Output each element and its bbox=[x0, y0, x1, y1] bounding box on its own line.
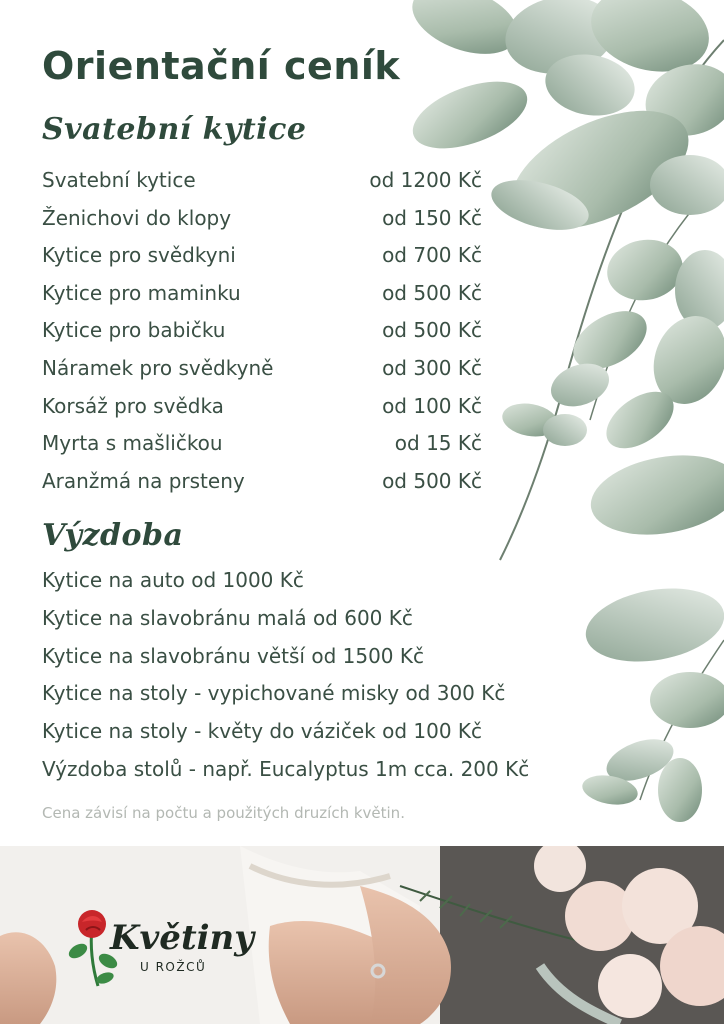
list-item bbox=[42, 469, 482, 507]
list-item bbox=[42, 281, 482, 319]
item-name: Kytice pro maminku bbox=[42, 280, 241, 305]
item-price: od 100 Kč bbox=[382, 393, 482, 418]
item-price: od 300 Kč bbox=[382, 355, 482, 380]
item-price: od 500 Kč bbox=[382, 468, 482, 493]
price-note: Cena závisí na počtu a použitých druzích květin. bbox=[42, 804, 405, 822]
list-item: Kytice na stoly - květy do váziček od 100 Kč bbox=[42, 719, 483, 744]
page-title: Orientační ceník bbox=[42, 44, 401, 88]
wedding-bouquets-heading: Svatební kytice bbox=[42, 112, 307, 147]
wedding-bouquets-price-list bbox=[42, 168, 482, 506]
decoration-heading: Výzdoba bbox=[42, 518, 184, 553]
list-item: Kytice na stoly - vypichované misky od 300 Kč bbox=[42, 681, 506, 706]
list-item bbox=[42, 394, 482, 432]
item-name: Ženichovi do klopy bbox=[42, 205, 232, 230]
item-price: od 700 Kč bbox=[382, 243, 482, 268]
decoration-list bbox=[42, 568, 582, 795]
item-price: od 1200 Kč bbox=[369, 168, 482, 192]
list-item: Kytice na auto od 1000 Kč bbox=[42, 568, 304, 592]
list-item: Výzdoba stolů - např. Eucalyptus 1m cca. 200 Kč bbox=[42, 756, 530, 781]
item-name: Kytice pro babičku bbox=[42, 318, 226, 343]
item-price: od 150 Kč bbox=[382, 205, 482, 230]
item-name: Aranžmá na prsteny bbox=[42, 468, 245, 493]
item-name: Svatební kytice bbox=[42, 168, 196, 192]
item-name: Kytice pro svědkyni bbox=[42, 243, 236, 268]
item-price: od 500 Kč bbox=[382, 280, 482, 305]
list-item: Kytice na slavobránu větší od 1500 Kč bbox=[42, 643, 425, 668]
item-name: Korsáž pro svědka bbox=[42, 393, 224, 418]
lower-branch bbox=[580, 578, 724, 822]
list-item bbox=[42, 168, 482, 206]
item-name: Náramek pro svědkyně bbox=[42, 355, 274, 380]
list-item bbox=[42, 431, 482, 469]
list-item: Kytice na slavobránu malá od 600 Kč bbox=[42, 605, 413, 630]
logo-subtitle: U ROŽCŮ bbox=[140, 960, 207, 974]
list-item bbox=[42, 206, 482, 244]
list-item bbox=[42, 356, 482, 394]
list-item bbox=[42, 243, 482, 281]
item-price: od 15 Kč bbox=[394, 431, 482, 456]
logo-name: Květiny bbox=[110, 918, 255, 958]
item-name: Myrta s mašličkou bbox=[42, 431, 223, 456]
list-item bbox=[42, 318, 482, 356]
item-price: od 500 Kč bbox=[382, 318, 482, 343]
